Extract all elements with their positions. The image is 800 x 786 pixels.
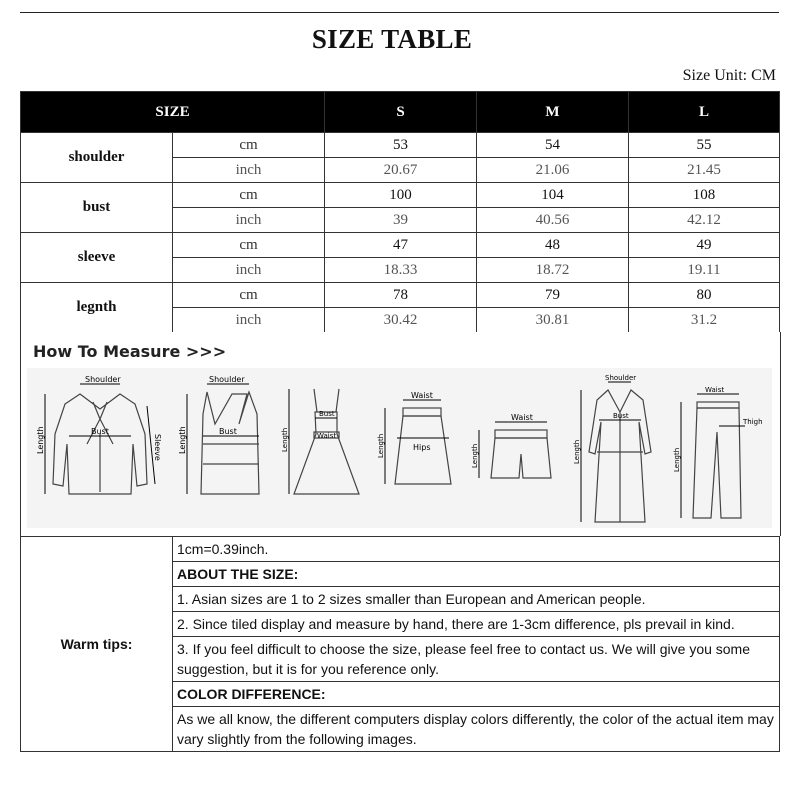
tip-line: 3. If you feel difficult to choose the size, please feel free to contact us. We will give you some suggestion, but it is for you reference only. bbox=[173, 637, 780, 682]
warm-tips-label: Warm tips: bbox=[21, 537, 173, 752]
cell: 48 bbox=[477, 233, 629, 258]
cell: 49 bbox=[629, 233, 780, 258]
unit-cm: cm bbox=[173, 133, 325, 158]
cell: 53 bbox=[325, 133, 477, 158]
length-label: Length bbox=[178, 426, 187, 454]
bust-label: Bust bbox=[91, 427, 109, 436]
size-table-header bbox=[21, 92, 780, 133]
cell: 108 bbox=[629, 183, 780, 208]
skirt-illustration bbox=[375, 374, 465, 524]
length-label: Length bbox=[36, 426, 45, 454]
cell: 80 bbox=[629, 283, 780, 308]
cell: 20.67 bbox=[325, 158, 477, 183]
cell: 30.42 bbox=[325, 308, 477, 333]
unit-cm: cm bbox=[173, 183, 325, 208]
length-label: Length bbox=[573, 439, 581, 464]
bust-label: Bust bbox=[613, 412, 629, 420]
tip-line: 1. Asian sizes are 1 to 2 sizes smaller than European and American people. bbox=[173, 587, 780, 612]
length-label: Length bbox=[673, 447, 681, 472]
shoulder-label: Shoulder bbox=[209, 375, 245, 384]
unit-inch: inch bbox=[173, 308, 325, 333]
cell: 79 bbox=[477, 283, 629, 308]
bust-label: Bust bbox=[219, 427, 237, 436]
waist-label: Waist bbox=[317, 432, 337, 440]
color-difference-heading: COLOR DIFFERENCE: bbox=[173, 682, 780, 707]
cell: 100 bbox=[325, 183, 477, 208]
size-unit-label: Size Unit: CM bbox=[682, 67, 776, 84]
tank-top-illustration bbox=[177, 374, 277, 524]
bust-label: Bust bbox=[319, 410, 335, 418]
cell: 40.56 bbox=[477, 208, 629, 233]
length-label: Length bbox=[281, 427, 289, 452]
measure-illustrations bbox=[27, 368, 772, 528]
row-label-length: legnth bbox=[21, 283, 173, 333]
tip-row bbox=[21, 537, 780, 562]
page-title: SIZE TABLE bbox=[311, 24, 473, 54]
shoulder-label: Shoulder bbox=[605, 374, 637, 382]
cell: 18.72 bbox=[477, 258, 629, 283]
unit-cm: cm bbox=[173, 283, 325, 308]
sleeve-label: Sleeve bbox=[153, 434, 162, 461]
shoulder-label: Shoulder bbox=[85, 375, 121, 384]
waist-label: Waist bbox=[705, 386, 725, 394]
how-to-measure-panel bbox=[20, 332, 781, 536]
table-row bbox=[21, 133, 780, 158]
unit-inch: inch bbox=[173, 258, 325, 283]
unit-inch: inch bbox=[173, 158, 325, 183]
dress-illustration bbox=[279, 374, 369, 524]
cell: 19.11 bbox=[629, 258, 780, 283]
unit-inch: inch bbox=[173, 208, 325, 233]
cell: 31.2 bbox=[629, 308, 780, 333]
header-size: SIZE bbox=[21, 92, 325, 133]
cell: 21.45 bbox=[629, 158, 780, 183]
trousers-illustration bbox=[671, 372, 767, 528]
cell: 39 bbox=[325, 208, 477, 233]
tip-line: 2. Since tiled display and measure by hand, there are 1-3cm difference, pls prevail in kind. bbox=[173, 612, 780, 637]
coat-illustration bbox=[573, 372, 663, 528]
cell: 47 bbox=[325, 233, 477, 258]
cell: 78 bbox=[325, 283, 477, 308]
cell: 104 bbox=[477, 183, 629, 208]
about-size-heading: ABOUT THE SIZE: bbox=[173, 562, 780, 587]
hips-label: Hips bbox=[413, 443, 431, 452]
cell: 55 bbox=[629, 133, 780, 158]
waist-label: Waist bbox=[511, 413, 533, 422]
top-rule bbox=[20, 12, 779, 13]
length-label: Length bbox=[377, 433, 385, 458]
tip-line: 1cm=0.39inch. bbox=[173, 537, 780, 562]
shorts-illustration bbox=[467, 374, 567, 524]
tip-line: As we all know, the different computers display colors differently, the color of the actual item may vary slightly from the following images. bbox=[173, 707, 780, 752]
warm-tips-table bbox=[20, 536, 780, 752]
table-row bbox=[21, 233, 780, 258]
row-label-shoulder: shoulder bbox=[21, 133, 173, 183]
row-label-sleeve: sleeve bbox=[21, 233, 173, 283]
cell: 21.06 bbox=[477, 158, 629, 183]
unit-cm: cm bbox=[173, 233, 325, 258]
cell: 30.81 bbox=[477, 308, 629, 333]
table-row bbox=[21, 283, 780, 308]
blouse-illustration bbox=[35, 374, 165, 524]
cell: 42.12 bbox=[629, 208, 780, 233]
header-m: M bbox=[477, 92, 629, 133]
waist-label: Waist bbox=[411, 391, 433, 400]
header-l: L bbox=[629, 92, 780, 133]
table-row bbox=[21, 183, 780, 208]
cell: 18.33 bbox=[325, 258, 477, 283]
how-to-measure-heading: How To Measure >>> bbox=[33, 342, 227, 361]
cell: 54 bbox=[477, 133, 629, 158]
row-label-bust: bust bbox=[21, 183, 173, 233]
size-table bbox=[20, 91, 780, 333]
header-s: S bbox=[325, 92, 477, 133]
thigh-label: Thigh bbox=[743, 418, 763, 426]
length-label: Length bbox=[471, 443, 479, 468]
